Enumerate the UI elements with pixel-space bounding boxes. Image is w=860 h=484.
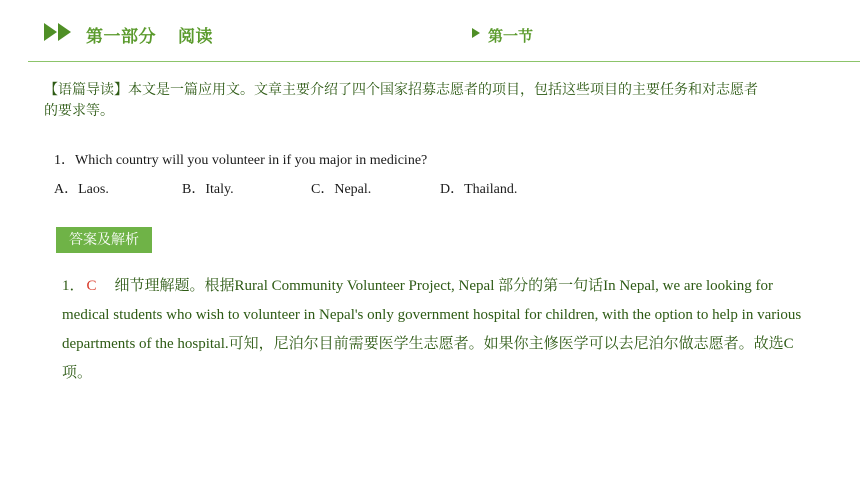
answer-letter: C <box>86 278 97 294</box>
section-title: 第一节 <box>488 27 534 45</box>
option-b: B．Italy. <box>182 182 234 197</box>
part-name: 阅读 <box>178 27 213 47</box>
explanation-block <box>62 272 802 388</box>
header-divider <box>28 61 860 62</box>
passage-guide: 【语篇导读】本文是一篇应用文。文章主要介绍了四个国家招募志愿者的项目，包括这些项目的主要任务和对志愿者的要求等。 <box>44 82 758 119</box>
explanation-number: 1． <box>62 278 85 294</box>
slide-header <box>0 0 860 62</box>
answer-options <box>0 178 860 198</box>
option-a: A．Laos. <box>54 182 109 197</box>
explanation-text: 细节理解题。根据Rural Community Volunteer Project, Nepal 部分的第一句话In Nepal, we are looking for medical students who wish to volunteer in Nepal's only government hospital for children, with the option to help in various departments of the hospital.可知，尼泊尔目前需要医学生志愿者。如果你主修医学可以去尼泊尔做志愿者。故选C项。 <box>62 278 802 381</box>
part-title <box>86 22 213 47</box>
play-triangle-icon <box>472 28 480 38</box>
option-c: C．Nepal. <box>311 182 372 197</box>
question-text: 1．Which country will you volunteer in if you major in medicine? <box>54 153 428 168</box>
double-play-arrows-icon <box>44 22 74 42</box>
option-d: D．Thailand. <box>440 182 518 197</box>
part-label: 第一部分 <box>86 27 156 47</box>
answer-explanation-button[interactable]: 答案及解析 <box>56 227 152 253</box>
